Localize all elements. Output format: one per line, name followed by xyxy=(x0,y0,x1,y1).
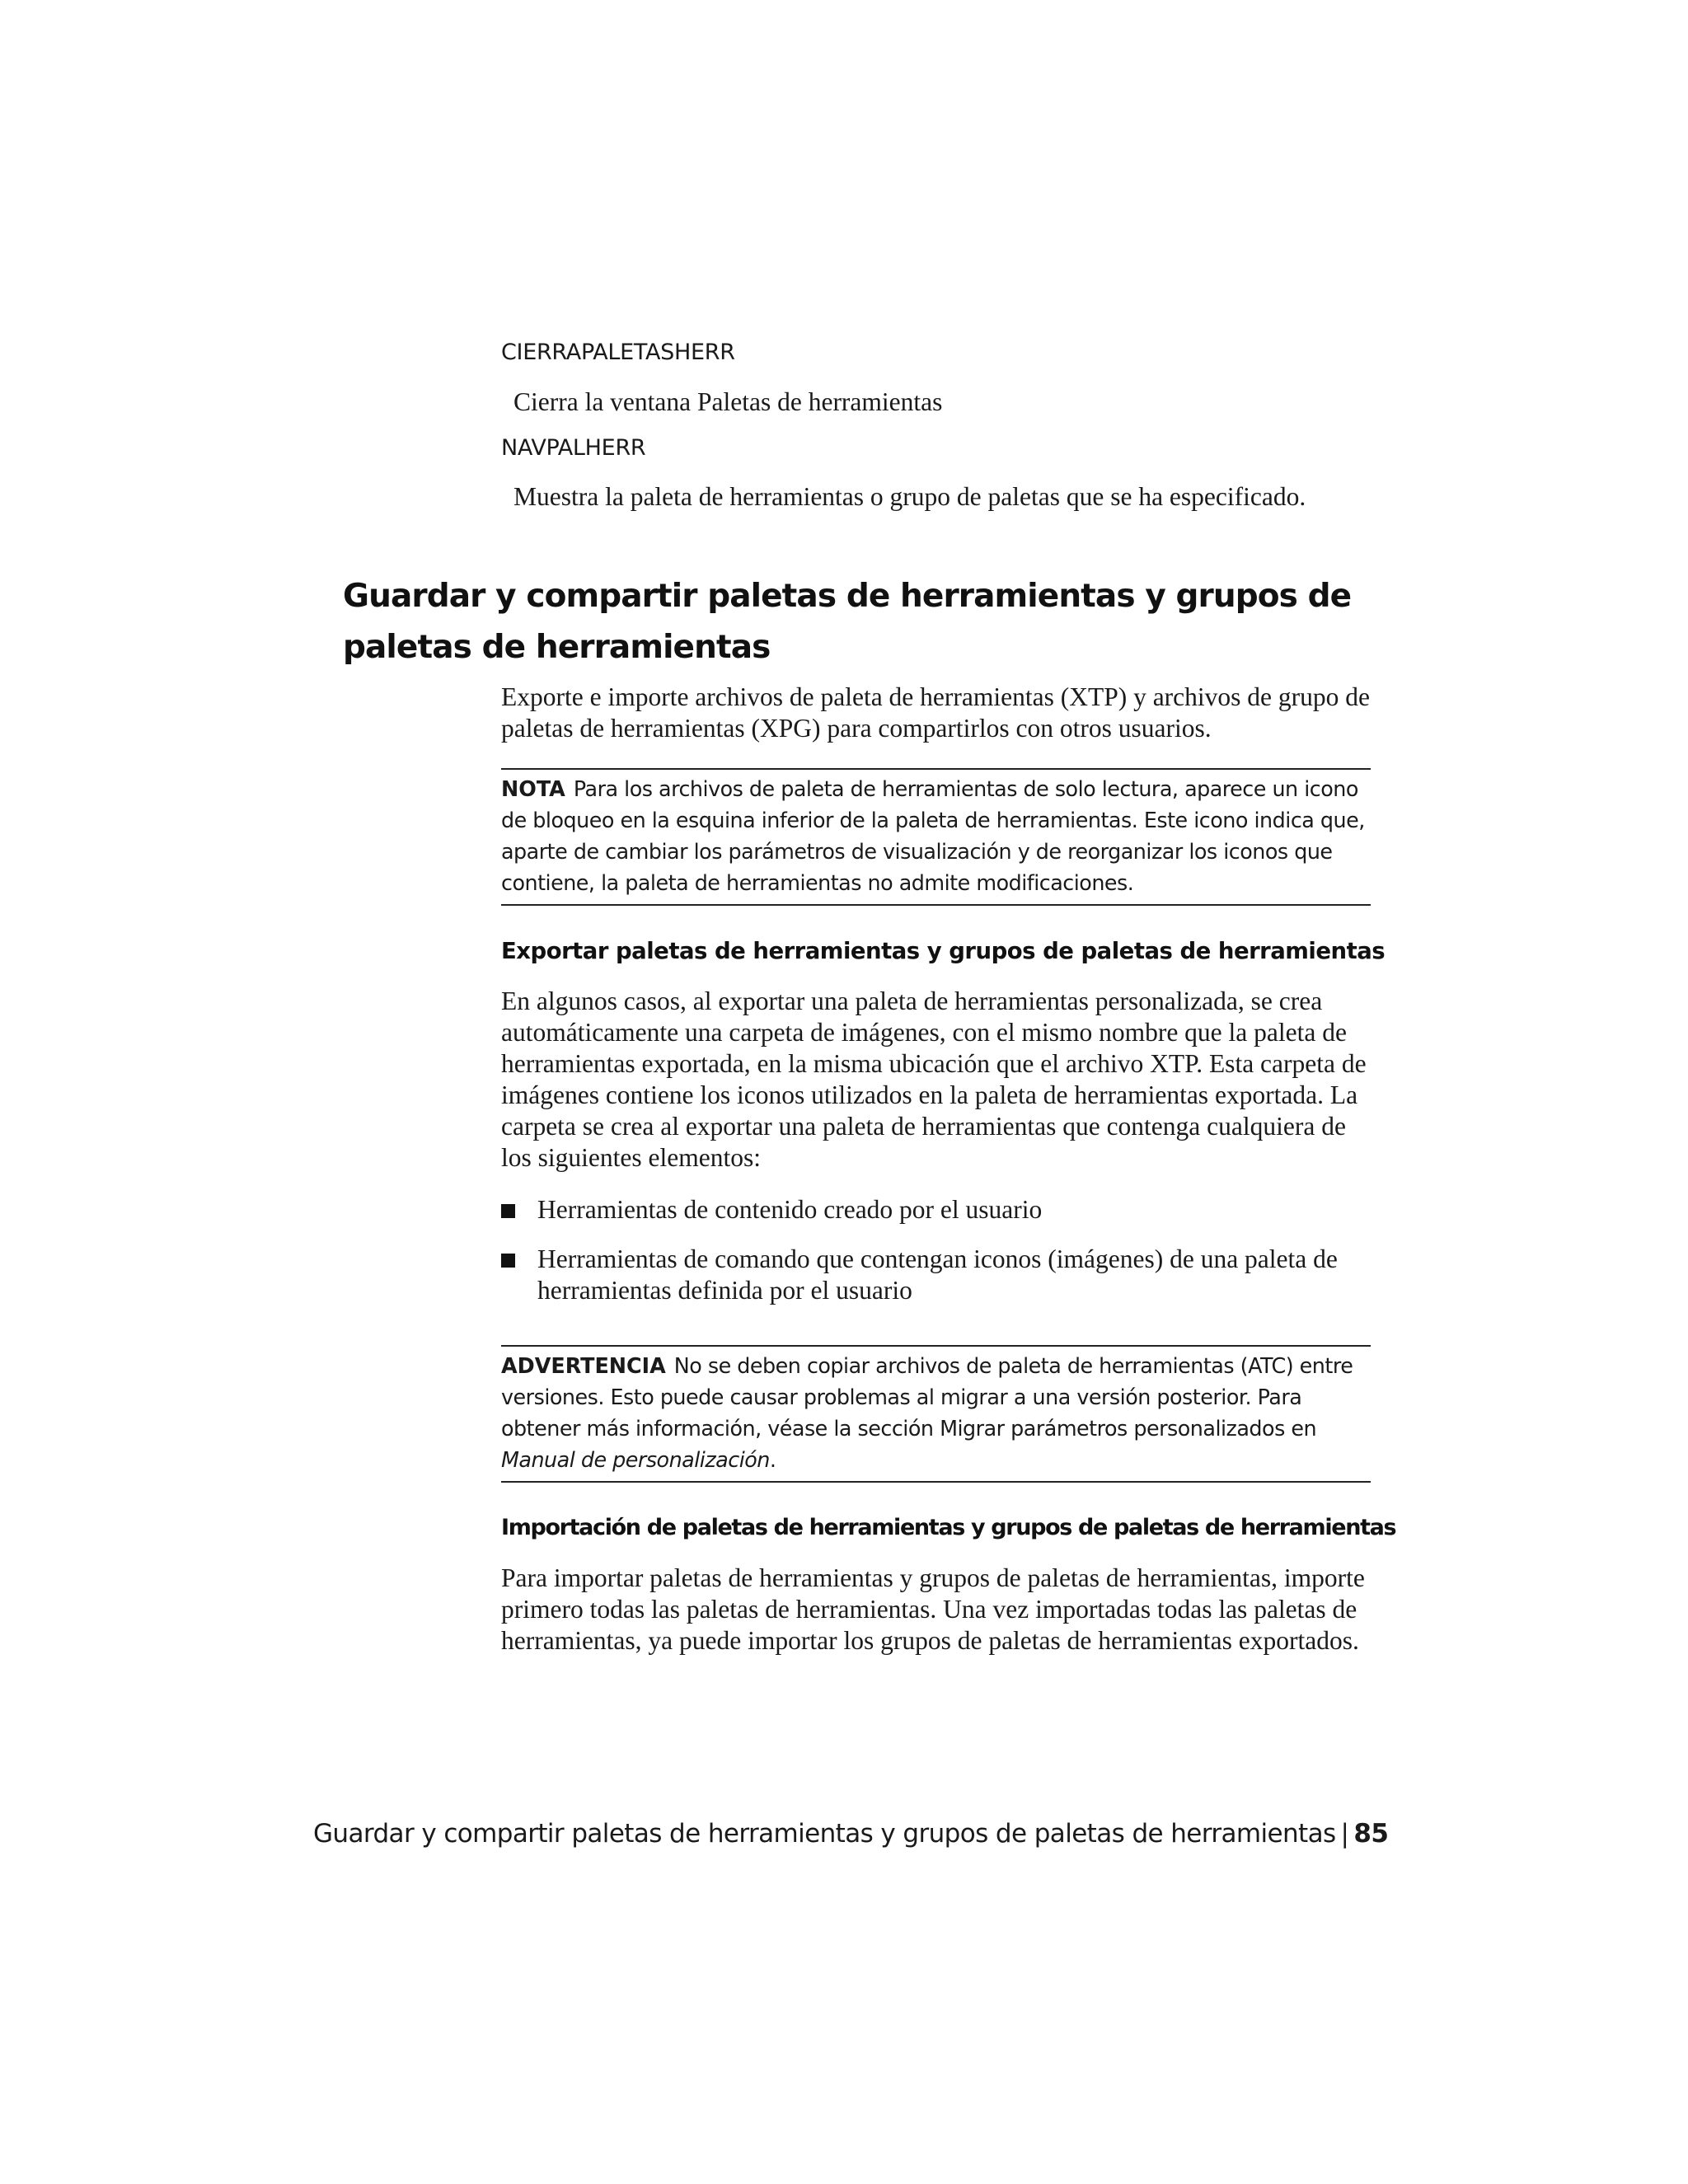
warning-bottom-rule xyxy=(501,1481,1371,1483)
warning-top-rule xyxy=(501,1345,1371,1347)
list-item xyxy=(501,1194,1376,1226)
export-heading: Exportar paletas de herramientas y grupos de paletas de herramientas xyxy=(501,938,1386,964)
command-name: NAVPALHERR xyxy=(501,435,646,461)
note-label: NOTA xyxy=(501,776,565,801)
bullet-text: Herramientas de contenido creado por el usuario xyxy=(537,1195,1043,1224)
import-paragraph: Para importar paletas de herramientas y grupos de paletas de herramientas, importe primero todas las paletas de herramientas. Una vez importadas todas las paletas de herramientas, ya puede importar los grupos de paletas de herramientas exportados. xyxy=(501,1563,1365,1655)
warning-end: . xyxy=(769,1447,776,1472)
export-paragraph: En algunos casos, al exportar una paleta de herramientas personalizada, se crea automáticamente una carpeta de imágenes, con el mismo nombre que la paleta de herramientas exportada, en la misma ubicación que el archivo XTP. Esta carpeta de imágenes contiene los iconos utilizados en la paleta de herramientas exportada. La carpeta se crea al exportar una paleta de herramientas que contenga cualquiera de los siguientes elementos: xyxy=(501,987,1367,1172)
section-intro: Exporte e importe archivos de paleta de herramientas (XTP) y archivos de grupo de paletas de herramientas (XPG) para compartirlos con otros usuarios. xyxy=(501,682,1370,743)
warning-text: No se deben copiar archivos de paleta de herramientas (ATC) entre versiones. Esto puede causar problemas al migrar a una versión posterior. Para obtener más información, véase la sección Migrar parámetros personalizados en xyxy=(501,1353,1353,1441)
page-number: 85 xyxy=(1353,1819,1389,1849)
command-name: CIERRAPALETASHERR xyxy=(501,340,735,365)
bullet-square-icon xyxy=(501,1204,515,1218)
footer-title: Guardar y compartir paletas de herramientas y grupos de paletas de herramientas xyxy=(313,1819,1336,1849)
section-title: Guardar y compartir paletas de herramientas y grupos de paletas de herramientas xyxy=(343,578,1352,666)
note-box xyxy=(501,773,1373,898)
command-description: Muestra la paleta de herramientas o grupo de paletas que se ha especificado. xyxy=(513,482,1306,511)
bullet-text: Herramientas de comando que contengan iconos (imágenes) de una paleta de herramientas definida por el usuario xyxy=(537,1244,1338,1305)
export-bullet-list xyxy=(501,1194,1376,1306)
list-item xyxy=(501,1244,1376,1306)
warning-label: ADVERTENCIA xyxy=(501,1353,666,1378)
command-description: Cierra la ventana Paletas de herramientas xyxy=(513,387,943,416)
note-top-rule xyxy=(501,768,1371,770)
page-footer xyxy=(313,1819,1389,1849)
manual-title: Manual de personalización xyxy=(501,1447,770,1472)
bullet-square-icon xyxy=(501,1254,515,1268)
import-heading: Importación de paletas de herramientas y grupos de paletas de herramientas xyxy=(501,1515,1396,1540)
note-text: Para los archivos de paleta de herramientas de solo lectura, aparece un icono de bloqueo en la esquina inferior de la paleta de herramientas. Este icono indica que, aparte de cambiar los parámetros de visualización y de reorganizar los iconos que contiene, la paleta de herramientas no admite modificaciones. xyxy=(501,776,1365,895)
note-bottom-rule xyxy=(501,904,1371,906)
footer-separator: | xyxy=(1340,1819,1349,1849)
warning-box xyxy=(501,1350,1373,1475)
